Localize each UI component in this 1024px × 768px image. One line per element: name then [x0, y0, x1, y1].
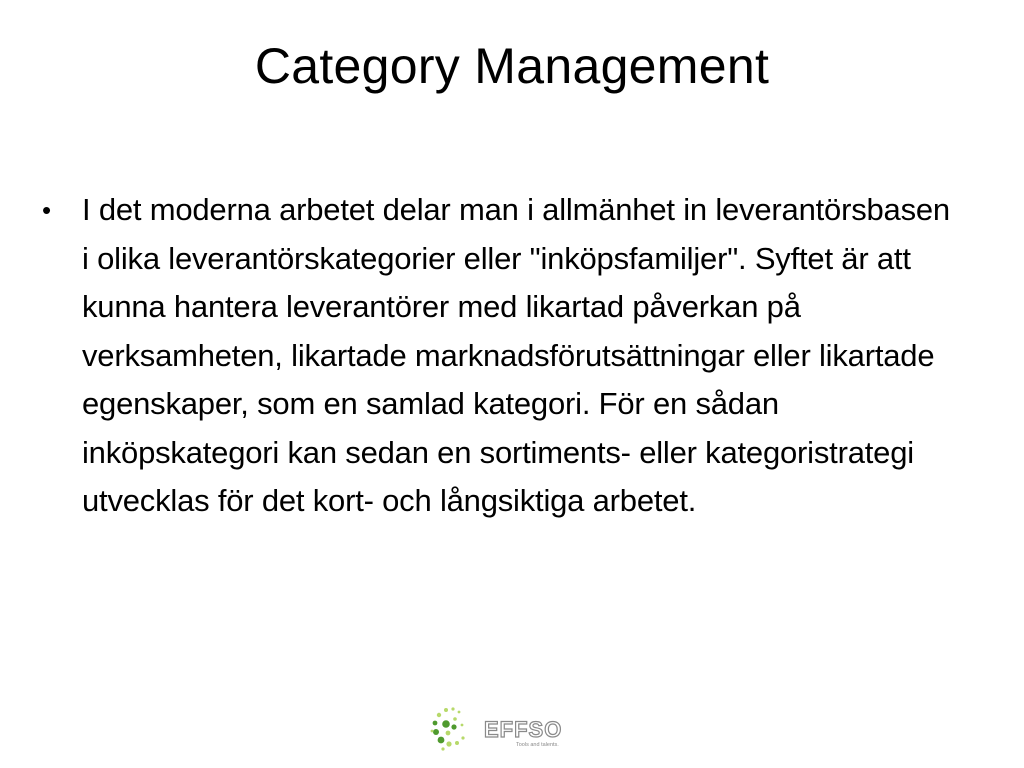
bullet-text: I det moderna arbetet delar man i allmänhet in leverantörsbasen i olika leverantörskategorier eller "inköpsfamiljer". Syftet är att kunna hantera leverantörer med likartad påverkan på verksamheten, likartade marknadsförutsättningar eller likartade egenskaper, som en samlad kategori. För en sådan inköpskategori kan sedan en sortiments- eller kategoristrategi utvecklas för det kort- och långsiktiga arbetet. [82, 192, 950, 518]
logo-tagline: Tools and talents. [516, 742, 559, 748]
logo-dot [433, 729, 439, 735]
logo-dot [446, 741, 451, 746]
logo-dot [451, 707, 454, 710]
logo-dot [442, 720, 450, 728]
logo-dot [455, 741, 459, 745]
logo-dot [461, 724, 464, 727]
effso-logo-icon [424, 700, 584, 760]
logo-dot [453, 717, 457, 721]
logo-dot [446, 731, 451, 736]
effso-logo [424, 700, 584, 760]
logo-dot [461, 736, 464, 739]
logo-dot [441, 747, 444, 750]
slide-title: Category Management [254, 38, 770, 94]
logo-dot [433, 721, 438, 726]
logo-dot [431, 730, 434, 733]
logo-dot [451, 724, 456, 729]
logo-dot [438, 737, 445, 744]
logo-dot [437, 713, 441, 717]
logo-wordmark: EFFSO [484, 717, 563, 742]
bullet-marker: • [42, 195, 51, 225]
bullet-item [42, 186, 962, 526]
bullet-list [42, 186, 962, 526]
logo-dot [458, 711, 461, 714]
logo-dot [444, 708, 448, 712]
